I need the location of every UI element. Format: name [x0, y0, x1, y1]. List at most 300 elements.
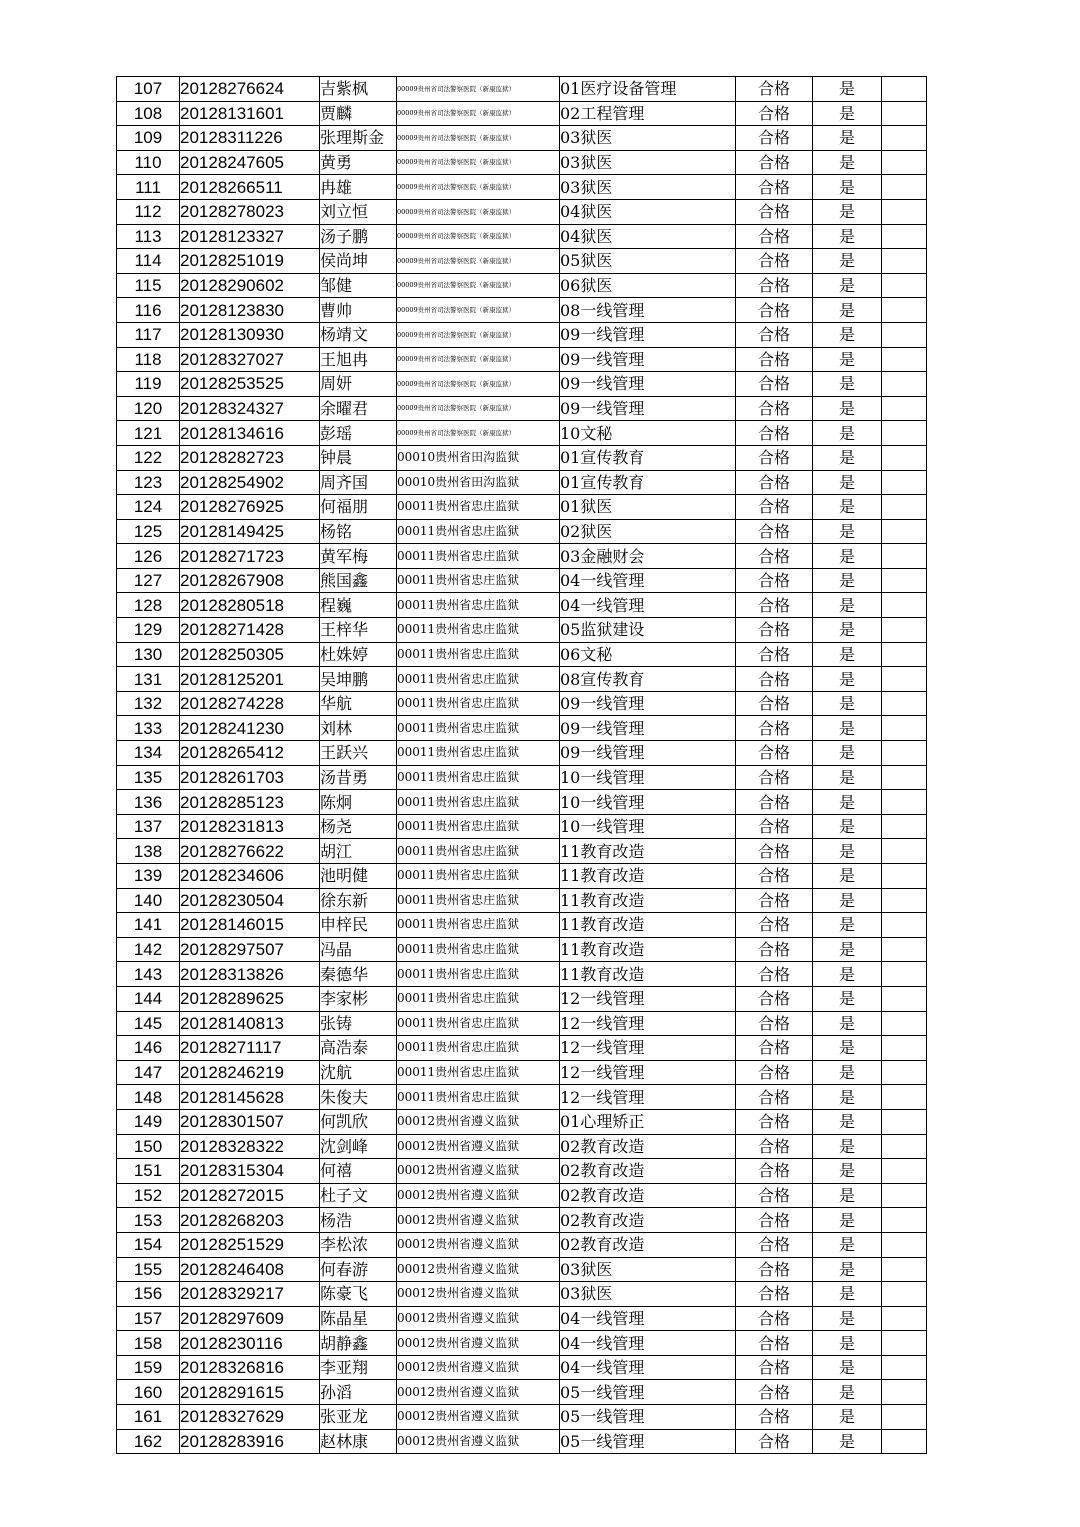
- qualified-flag: 是: [813, 937, 882, 962]
- candidate-name: 徐东新: [320, 888, 397, 913]
- job-position: 01医疗设备管理: [560, 77, 736, 102]
- qualified-flag: 是: [813, 888, 882, 913]
- qualified-flag: 是: [813, 519, 882, 544]
- row-number: 144: [117, 986, 180, 1011]
- employer-unit: 00011贵州省忠庄监狱: [397, 544, 560, 569]
- inspection-result: 合格: [736, 519, 813, 544]
- table-row: [117, 593, 927, 618]
- exam-id: 20128271117: [180, 1036, 320, 1061]
- inspection-result: 合格: [736, 568, 813, 593]
- table-row: [117, 1282, 927, 1307]
- row-number: 145: [117, 1011, 180, 1036]
- job-position: 04一线管理: [560, 568, 736, 593]
- candidate-name: 吉紫枫: [320, 77, 397, 102]
- exam-id: 20128230504: [180, 888, 320, 913]
- table-row: [117, 986, 927, 1011]
- candidate-name: 杜子文: [320, 1183, 397, 1208]
- exam-id: 20128297507: [180, 937, 320, 962]
- qualified-flag: 是: [813, 1134, 882, 1159]
- inspection-result: 合格: [736, 421, 813, 446]
- qualified-flag: 是: [813, 1306, 882, 1331]
- row-number: 118: [117, 347, 180, 372]
- employer-unit: 00011贵州省忠庄监狱: [397, 642, 560, 667]
- employer-unit: 00009贵州省司法警察医院（新康监狱）: [397, 347, 560, 372]
- employer-unit: 00011贵州省忠庄监狱: [397, 962, 560, 987]
- qualified-flag: 是: [813, 224, 882, 249]
- exam-id: 20128289625: [180, 986, 320, 1011]
- table-row: [117, 298, 927, 323]
- candidate-name: 贾麟: [320, 101, 397, 126]
- employer-unit: 00012贵州省遵义监狱: [397, 1355, 560, 1380]
- qualified-flag: 是: [813, 421, 882, 446]
- row-number: 161: [117, 1405, 180, 1430]
- job-position: 04狱医: [560, 224, 736, 249]
- row-number: 139: [117, 864, 180, 889]
- exam-id: 20128246219: [180, 1060, 320, 1085]
- employer-unit: 00011贵州省忠庄监狱: [397, 986, 560, 1011]
- qualified-flag: 是: [813, 790, 882, 815]
- candidate-name: 侯尚坤: [320, 249, 397, 274]
- table-row: [117, 691, 927, 716]
- remark-cell: [882, 495, 927, 520]
- candidate-name: 胡江: [320, 839, 397, 864]
- job-position: 02教育改造: [560, 1134, 736, 1159]
- job-position: 05监狱建设: [560, 618, 736, 643]
- remark-cell: [882, 1183, 927, 1208]
- job-position: 08一线管理: [560, 298, 736, 323]
- row-number: 121: [117, 421, 180, 446]
- row-number: 137: [117, 814, 180, 839]
- qualified-flag: 是: [813, 396, 882, 421]
- table-row: [117, 814, 927, 839]
- exam-id: 20128278023: [180, 199, 320, 224]
- qualified-flag: 是: [813, 372, 882, 397]
- candidate-name: 李家彬: [320, 986, 397, 1011]
- job-position: 02教育改造: [560, 1208, 736, 1233]
- remark-cell: [882, 1208, 927, 1233]
- employer-unit: 00012贵州省遵义监狱: [397, 1208, 560, 1233]
- inspection-result: 合格: [736, 937, 813, 962]
- exam-id: 20128274228: [180, 691, 320, 716]
- inspection-result: 合格: [736, 347, 813, 372]
- candidate-name: 邹健: [320, 273, 397, 298]
- job-position: 01心理矫正: [560, 1109, 736, 1134]
- row-number: 131: [117, 667, 180, 692]
- exam-id: 20128134616: [180, 421, 320, 446]
- remark-cell: [882, 765, 927, 790]
- candidate-name: 刘林: [320, 716, 397, 741]
- row-number: 134: [117, 741, 180, 766]
- inspection-result: 合格: [736, 126, 813, 151]
- table-row: [117, 1331, 927, 1356]
- qualified-flag: 是: [813, 1380, 882, 1405]
- employer-unit: 00010贵州省田沟监狱: [397, 445, 560, 470]
- remark-cell: [882, 224, 927, 249]
- row-number: 112: [117, 199, 180, 224]
- job-position: 10一线管理: [560, 814, 736, 839]
- exam-id: 20128313826: [180, 962, 320, 987]
- employer-unit: 00009贵州省司法警察医院（新康监狱）: [397, 396, 560, 421]
- qualified-flag: 是: [813, 1060, 882, 1085]
- candidate-name: 陈晶星: [320, 1306, 397, 1331]
- inspection-result: 合格: [736, 814, 813, 839]
- row-number: 150: [117, 1134, 180, 1159]
- remark-cell: [882, 814, 927, 839]
- candidate-name: 杨铭: [320, 519, 397, 544]
- exam-id: 20128234606: [180, 864, 320, 889]
- row-number: 108: [117, 101, 180, 126]
- employer-unit: 00011贵州省忠庄监狱: [397, 1085, 560, 1110]
- inspection-result: 合格: [736, 667, 813, 692]
- exam-id: 20128254902: [180, 470, 320, 495]
- remark-cell: [882, 273, 927, 298]
- candidate-name: 钟晨: [320, 445, 397, 470]
- remark-cell: [882, 618, 927, 643]
- row-number: 143: [117, 962, 180, 987]
- exam-id: 20128327027: [180, 347, 320, 372]
- job-position: 05一线管理: [560, 1405, 736, 1430]
- exam-id: 20128123327: [180, 224, 320, 249]
- remark-cell: [882, 199, 927, 224]
- remark-cell: [882, 790, 927, 815]
- inspection-result: 合格: [736, 765, 813, 790]
- exam-id: 20128266511: [180, 175, 320, 200]
- remark-cell: [882, 667, 927, 692]
- row-number: 117: [117, 322, 180, 347]
- row-number: 149: [117, 1109, 180, 1134]
- table-row: [117, 1060, 927, 1085]
- qualified-flag: 是: [813, 741, 882, 766]
- candidate-name: 申梓民: [320, 913, 397, 938]
- table-row: [117, 1011, 927, 1036]
- remark-cell: [882, 519, 927, 544]
- inspection-result: 合格: [736, 544, 813, 569]
- employer-unit: 00012贵州省遵义监狱: [397, 1380, 560, 1405]
- employer-unit: 00011贵州省忠庄监狱: [397, 519, 560, 544]
- candidate-name: 秦德华: [320, 962, 397, 987]
- table-row: [117, 1183, 927, 1208]
- employer-unit: 00009贵州省司法警察医院（新康监狱）: [397, 249, 560, 274]
- inspection-result: 合格: [736, 642, 813, 667]
- employer-unit: 00011贵州省忠庄监狱: [397, 667, 560, 692]
- job-position: 12一线管理: [560, 1036, 736, 1061]
- inspection-result: 合格: [736, 790, 813, 815]
- employer-unit: 00011贵州省忠庄监狱: [397, 888, 560, 913]
- row-number: 162: [117, 1429, 180, 1454]
- remark-cell: [882, 642, 927, 667]
- employer-unit: 00011贵州省忠庄监狱: [397, 913, 560, 938]
- qualified-flag: 是: [813, 273, 882, 298]
- qualified-flag: 是: [813, 716, 882, 741]
- job-position: 04一线管理: [560, 1331, 736, 1356]
- exam-id: 20128149425: [180, 519, 320, 544]
- employer-unit: 00011贵州省忠庄监狱: [397, 790, 560, 815]
- remark-cell: [882, 839, 927, 864]
- table-row: [117, 839, 927, 864]
- remark-cell: [882, 372, 927, 397]
- candidate-name: 孙滔: [320, 1380, 397, 1405]
- inspection-result: 合格: [736, 1257, 813, 1282]
- table-row: [117, 495, 927, 520]
- exam-id: 20128146015: [180, 913, 320, 938]
- employer-unit: 00012贵州省遵义监狱: [397, 1405, 560, 1430]
- row-number: 155: [117, 1257, 180, 1282]
- qualified-flag: 是: [813, 1232, 882, 1257]
- job-position: 01宣传教育: [560, 445, 736, 470]
- remark-cell: [882, 126, 927, 151]
- remark-cell: [882, 864, 927, 889]
- table-row: [117, 1405, 927, 1430]
- table-row: [117, 126, 927, 151]
- qualified-flag: 是: [813, 1085, 882, 1110]
- remark-cell: [882, 150, 927, 175]
- candidate-name: 何春游: [320, 1257, 397, 1282]
- exam-id: 20128261703: [180, 765, 320, 790]
- remark-cell: [882, 888, 927, 913]
- qualified-flag: 是: [813, 199, 882, 224]
- employer-unit: 00011贵州省忠庄监狱: [397, 1036, 560, 1061]
- employer-unit: 00009贵州省司法警察医院（新康监狱）: [397, 298, 560, 323]
- candidate-name: 沈航: [320, 1060, 397, 1085]
- qualified-flag: 是: [813, 667, 882, 692]
- qualified-flag: 是: [813, 913, 882, 938]
- remark-cell: [882, 568, 927, 593]
- remark-cell: [882, 298, 927, 323]
- row-number: 130: [117, 642, 180, 667]
- employer-unit: 00009贵州省司法警察医院（新康监狱）: [397, 372, 560, 397]
- exam-id: 20128246408: [180, 1257, 320, 1282]
- employer-unit: 00012贵州省遵义监狱: [397, 1134, 560, 1159]
- qualified-flag: 是: [813, 1331, 882, 1356]
- row-number: 147: [117, 1060, 180, 1085]
- qualified-flag: 是: [813, 1208, 882, 1233]
- inspection-result: 合格: [736, 1282, 813, 1307]
- table-row: [117, 544, 927, 569]
- table-row: [117, 642, 927, 667]
- inspection-result: 合格: [736, 249, 813, 274]
- candidate-name: 李松浓: [320, 1232, 397, 1257]
- exam-id: 20128280518: [180, 593, 320, 618]
- candidate-name: 陈豪飞: [320, 1282, 397, 1307]
- job-position: 09一线管理: [560, 347, 736, 372]
- row-number: 135: [117, 765, 180, 790]
- job-position: 03狱医: [560, 1282, 736, 1307]
- row-number: 146: [117, 1036, 180, 1061]
- job-position: 02教育改造: [560, 1232, 736, 1257]
- inspection-result: 合格: [736, 273, 813, 298]
- table-row: [117, 322, 927, 347]
- exam-id: 20128250305: [180, 642, 320, 667]
- candidate-name: 杜姝婷: [320, 642, 397, 667]
- remark-cell: [882, 1011, 927, 1036]
- candidate-name: 胡静鑫: [320, 1331, 397, 1356]
- exam-id: 20128145628: [180, 1085, 320, 1110]
- remark-cell: [882, 1085, 927, 1110]
- candidate-name: 华航: [320, 691, 397, 716]
- job-position: 12一线管理: [560, 1011, 736, 1036]
- employer-unit: 00012贵州省遵义监狱: [397, 1159, 560, 1184]
- remark-cell: [882, 396, 927, 421]
- job-position: 03狱医: [560, 150, 736, 175]
- qualified-flag: 是: [813, 101, 882, 126]
- results-table: [116, 76, 927, 1454]
- row-number: 113: [117, 224, 180, 249]
- qualified-flag: 是: [813, 568, 882, 593]
- job-position: 09一线管理: [560, 691, 736, 716]
- remark-cell: [882, 986, 927, 1011]
- qualified-flag: 是: [813, 1429, 882, 1454]
- remark-cell: [882, 1355, 927, 1380]
- inspection-result: 合格: [736, 175, 813, 200]
- table-row: [117, 396, 927, 421]
- inspection-result: 合格: [736, 888, 813, 913]
- job-position: 03狱医: [560, 175, 736, 200]
- row-number: 123: [117, 470, 180, 495]
- table-row: [117, 249, 927, 274]
- job-position: 03狱医: [560, 126, 736, 151]
- table-row: [117, 888, 927, 913]
- exam-id: 20128301507: [180, 1109, 320, 1134]
- employer-unit: 00011贵州省忠庄监狱: [397, 741, 560, 766]
- employer-unit: 00012贵州省遵义监狱: [397, 1257, 560, 1282]
- candidate-name: 黄勇: [320, 150, 397, 175]
- remark-cell: [882, 77, 927, 102]
- exam-id: 20128251529: [180, 1232, 320, 1257]
- qualified-flag: 是: [813, 126, 882, 151]
- exam-id: 20128140813: [180, 1011, 320, 1036]
- job-position: 02教育改造: [560, 1159, 736, 1184]
- job-position: 02工程管理: [560, 101, 736, 126]
- employer-unit: 00011贵州省忠庄监狱: [397, 1060, 560, 1085]
- inspection-result: 合格: [736, 913, 813, 938]
- job-position: 11教育改造: [560, 888, 736, 913]
- inspection-result: 合格: [736, 322, 813, 347]
- remark-cell: [882, 937, 927, 962]
- exam-id: 20128123830: [180, 298, 320, 323]
- remark-cell: [882, 544, 927, 569]
- exam-id: 20128241230: [180, 716, 320, 741]
- candidate-name: 王梓华: [320, 618, 397, 643]
- row-number: 152: [117, 1183, 180, 1208]
- inspection-result: 合格: [736, 1355, 813, 1380]
- job-position: 12一线管理: [560, 986, 736, 1011]
- row-number: 154: [117, 1232, 180, 1257]
- candidate-name: 张理斯金: [320, 126, 397, 151]
- job-position: 02狱医: [560, 519, 736, 544]
- employer-unit: 00012贵州省遵义监狱: [397, 1183, 560, 1208]
- inspection-result: 合格: [736, 1109, 813, 1134]
- remark-cell: [882, 1257, 927, 1282]
- employer-unit: 00011贵州省忠庄监狱: [397, 1011, 560, 1036]
- remark-cell: [882, 962, 927, 987]
- employer-unit: 00009贵州省司法警察医院（新康监狱）: [397, 175, 560, 200]
- remark-cell: [882, 1109, 927, 1134]
- employer-unit: 00011贵州省忠庄监狱: [397, 618, 560, 643]
- remark-cell: [882, 470, 927, 495]
- inspection-result: 合格: [736, 1232, 813, 1257]
- row-number: 138: [117, 839, 180, 864]
- employer-unit: 00011贵州省忠庄监狱: [397, 593, 560, 618]
- inspection-result: 合格: [736, 298, 813, 323]
- row-number: 159: [117, 1355, 180, 1380]
- inspection-result: 合格: [736, 716, 813, 741]
- row-number: 133: [117, 716, 180, 741]
- table-row: [117, 1380, 927, 1405]
- exam-id: 20128324327: [180, 396, 320, 421]
- inspection-result: 合格: [736, 224, 813, 249]
- inspection-result: 合格: [736, 495, 813, 520]
- candidate-name: 冉雄: [320, 175, 397, 200]
- job-position: 09一线管理: [560, 372, 736, 397]
- remark-cell: [882, 1159, 927, 1184]
- table-row: [117, 913, 927, 938]
- exam-id: 20128125201: [180, 667, 320, 692]
- candidate-name: 何福朋: [320, 495, 397, 520]
- inspection-result: 合格: [736, 1011, 813, 1036]
- table-row: [117, 1232, 927, 1257]
- employer-unit: 00009贵州省司法警察医院（新康监狱）: [397, 126, 560, 151]
- candidate-name: 汤昔勇: [320, 765, 397, 790]
- remark-cell: [882, 1134, 927, 1159]
- candidate-name: 李亚翔: [320, 1355, 397, 1380]
- job-position: 10一线管理: [560, 765, 736, 790]
- qualified-flag: 是: [813, 298, 882, 323]
- row-number: 111: [117, 175, 180, 200]
- inspection-result: 合格: [736, 986, 813, 1011]
- candidate-name: 吴坤鹏: [320, 667, 397, 692]
- qualified-flag: 是: [813, 1257, 882, 1282]
- candidate-name: 王旭冉: [320, 347, 397, 372]
- table-row: [117, 568, 927, 593]
- row-number: 153: [117, 1208, 180, 1233]
- remark-cell: [882, 1405, 927, 1430]
- candidate-name: 张铸: [320, 1011, 397, 1036]
- table-row: [117, 77, 927, 102]
- job-position: 04一线管理: [560, 1355, 736, 1380]
- table-row: [117, 224, 927, 249]
- remark-cell: [882, 1060, 927, 1085]
- employer-unit: 00012贵州省遵义监狱: [397, 1331, 560, 1356]
- remark-cell: [882, 716, 927, 741]
- job-position: 04一线管理: [560, 593, 736, 618]
- inspection-result: 合格: [736, 1060, 813, 1085]
- qualified-flag: 是: [813, 495, 882, 520]
- qualified-flag: 是: [813, 470, 882, 495]
- exam-id: 20128230116: [180, 1331, 320, 1356]
- employer-unit: 00009贵州省司法警察医院（新康监狱）: [397, 322, 560, 347]
- remark-cell: [882, 691, 927, 716]
- candidate-name: 周齐国: [320, 470, 397, 495]
- exam-id: 20128276622: [180, 839, 320, 864]
- exam-id: 20128272015: [180, 1183, 320, 1208]
- row-number: 119: [117, 372, 180, 397]
- job-position: 01宣传教育: [560, 470, 736, 495]
- table-row: [117, 445, 927, 470]
- employer-unit: 00010贵州省田沟监狱: [397, 470, 560, 495]
- table-row: [117, 1429, 927, 1454]
- job-position: 12一线管理: [560, 1085, 736, 1110]
- employer-unit: 00009贵州省司法警察医院（新康监狱）: [397, 224, 560, 249]
- table-row: [117, 470, 927, 495]
- job-position: 10一线管理: [560, 790, 736, 815]
- table-row: [117, 101, 927, 126]
- row-number: 114: [117, 249, 180, 274]
- candidate-name: 何禧: [320, 1159, 397, 1184]
- row-number: 151: [117, 1159, 180, 1184]
- row-number: 160: [117, 1380, 180, 1405]
- candidate-name: 杨尧: [320, 814, 397, 839]
- row-number: 132: [117, 691, 180, 716]
